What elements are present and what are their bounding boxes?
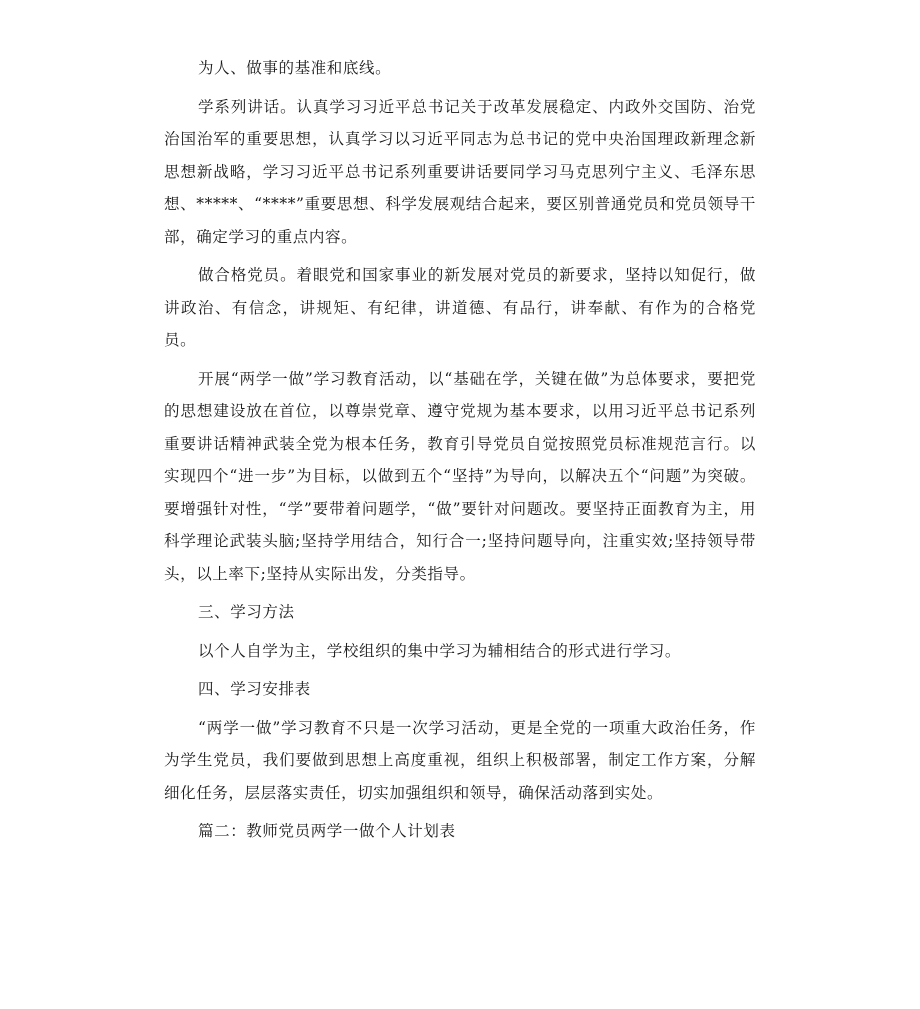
paragraph-intro-tail: 为人、做事的基准和底线。 [198, 59, 392, 77]
section-heading-part-two: 篇二：教师党员两学一做个人计划表 [198, 822, 456, 840]
paragraph-activity-requirements: 开展“两学一做”学习教育活动，以“基础在学，关键在做”为总体要求，要把党的思想建设放在首位，以尊崇党章、遵守党规为基本要求，以用习近平总书记系列重要讲话精神武装全党为根本任务，教育引导党员自觉按照党员标准规范言行。以实现四个“进一步”为目标，以做到五个“坚持”为导向，以解决五个“问题”为突破。要增强针对性，“学”要带着问题学，“做”要针对问题改。要坚持正面教育为主，用科学理论武装头脑;坚持学用结合，知行合一;坚持问题导向，注重实效;坚持领导带头，以上率下;坚持从实际出发，分类指导。 [164, 369, 756, 583]
section-heading-study-method: 三、学习方法 [198, 603, 295, 621]
section-heading-schedule: 四、学习安排表 [198, 680, 311, 698]
paragraph-qualified-member: 做合格党员。着眼党和国家事业的新发展对党员的新要求，坚持以知促行，做讲政治、有信念，讲规矩、有纪律，讲道德、有品行，讲奉献、有作为的合格党员。 [164, 266, 756, 349]
paragraph-schedule: “两学一做”学习教育不只是一次学习活动，更是全党的一项重大政治任务，作为学生党员，我们要做到思想上高度重视，组织上积极部署，制定工作方案，分解细化任务，层层落实责任，切实加强组织和领导，确保活动落到实处。 [164, 718, 756, 802]
paragraph-study-method: 以个人自学为主，学校组织的集中学习为辅相结合的形式进行学习。 [198, 641, 682, 660]
paragraph-study-speeches: 学系列讲话。认真学习习近平总书记关于改革发展稳定、内政外交国防、治党治国治军的重要思想，认真学习以习近平同志为总书记的党中央治国理政新理念新思想新战略，学习习近平总书记系列重要讲话要同学习马克思列宁主义、毛泽东思想、*****、“****”重要思想、科学发展观结合起来，要区别普通党员和党员领导干部，确定学习的重点内容。 [164, 97, 756, 246]
document-page [164, 52, 756, 854]
